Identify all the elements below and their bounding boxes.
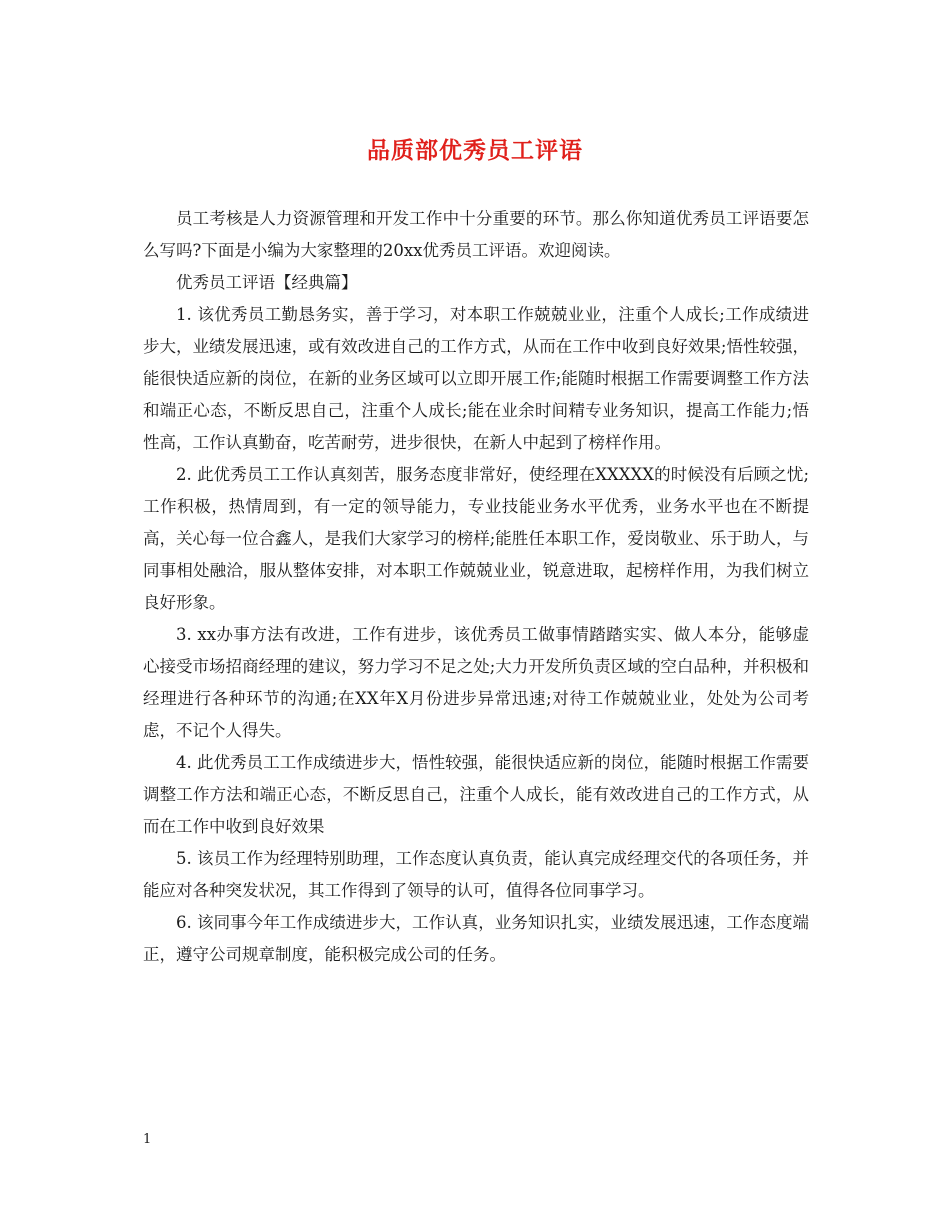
comment-paragraph-1: 1. 该优秀员工勤恳务实，善于学习，对本职工作兢兢业业，注重个人成长;工作成绩进步大，业绩发展迅速，或有效改进自己的工作方式，从而在工作中收到良好效果;悟性较强，能很快适应新的岗位，在新的业务区域可以立即开展工作;能随时根据工作需要调整工作方法和端正心态，不断反思自己，注重个人成长;能在业余时间精专业务知识，提高工作能力;悟性高，工作认真勤奋，吃苦耐劳，进步很快，在新人中起到了榜样作用。: [143, 305, 809, 452]
comment-paragraph-4: 4. 此优秀员工工作成绩进步大，悟性较强，能很快适应新的岗位，能随时根据工作需要调整工作方法和端正心态，不断反思自己，注重个人成长，能有效改进自己的工作方式，从而在工作中收到良好效果: [143, 753, 809, 836]
comment-paragraph-6: 6. 该同事今年工作成绩进步大，工作认真，业务知识扎实，业绩发展迅速，工作态度端正，遵守公司规章制度，能积极完成公司的任务。: [143, 913, 809, 964]
intro-paragraph: 员工考核是人力资源管理和开发工作中十分重要的环节。那么你知道优秀员工评语要怎么写吗?下面是小编为大家整理的20xx优秀员工评语。欢迎阅读。: [143, 209, 809, 260]
comment-paragraph-5: 5. 该员工作为经理特别助理，工作态度认真负责，能认真完成经理交代的各项任务，并能应对各种突发状况，其工作得到了领导的认可，值得各位同事学习。: [143, 849, 809, 900]
comment-paragraph-3: 3. xx办事方法有改进，工作有进步，该优秀员工做事情踏踏实实、做人本分，能够虚心接受市场招商经理的建议，努力学习不足之处;大力开发所负责区域的空白品种，并积极和经理进行各种环节的沟通;在XX年X月份进步异常迅速;对待工作兢兢业业，处处为公司考虑，不记个人得失。: [143, 625, 809, 740]
document-title: 品质部优秀员工评语: [367, 137, 583, 164]
document-body: [143, 203, 809, 971]
page-number: 1: [143, 1132, 152, 1147]
section-heading: 优秀员工评语【经典篇】: [176, 273, 358, 292]
comment-paragraph-2: 2. 此优秀员工工作认真刻苦，服务态度非常好，使经理在XXXXX的时候没有后顾之忧;工作积极，热情周到，有一定的领导能力，专业技能业务水平优秀，业务水平也在不断提高，关心每一位合鑫人，是我们大家学习的榜样;能胜任本职工作，爱岗敬业、乐于助人，与同事相处融洽，服从整体安排，对本职工作兢兢业业，锐意进取，起榜样作用，为我们树立良好形象。: [143, 465, 809, 612]
